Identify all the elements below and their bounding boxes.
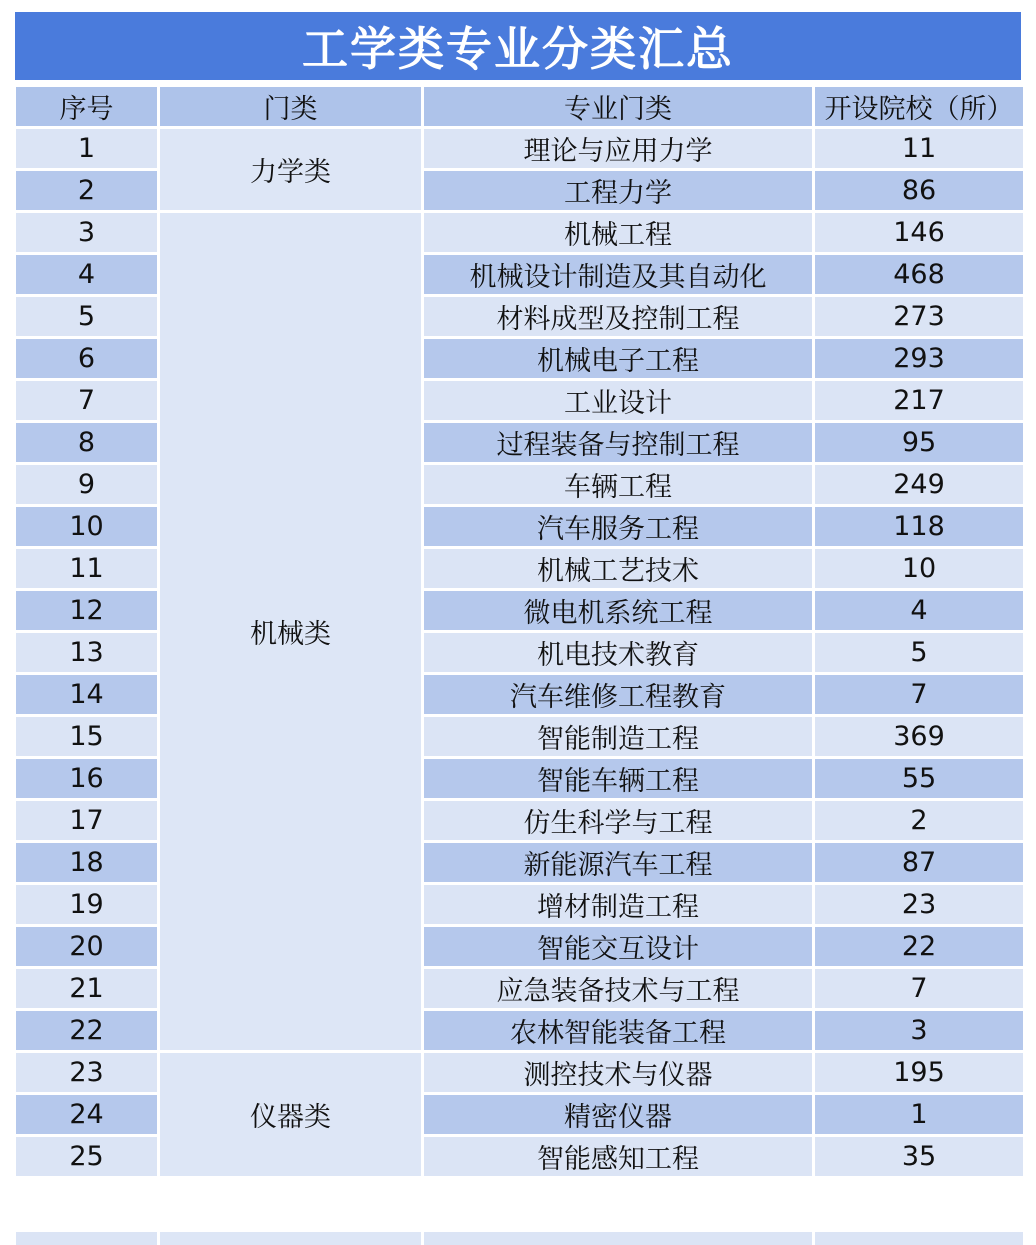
major-name: 汽车维修工程教育: [423, 674, 814, 716]
school-count: 3: [814, 1010, 1025, 1052]
school-count: 249: [814, 464, 1025, 506]
row-index: 4: [15, 254, 159, 296]
school-count: 23: [814, 884, 1025, 926]
table-body: [15, 128, 1025, 1178]
category-cell: [159, 212, 423, 1052]
school-count: 273: [814, 296, 1025, 338]
major-name: 农林智能装备工程: [423, 1010, 814, 1052]
majors-table: [13, 84, 1026, 1179]
school-count: 4: [814, 590, 1025, 632]
school-count: 7: [814, 968, 1025, 1010]
row-index: 8: [15, 422, 159, 464]
row-index: 12: [15, 590, 159, 632]
partial-cell: [13, 1232, 157, 1245]
major-name: 增材制造工程: [423, 884, 814, 926]
partial-cell: [421, 1232, 812, 1245]
major-name: 智能制造工程: [423, 716, 814, 758]
row-index: 3: [15, 212, 159, 254]
school-count: 118: [814, 506, 1025, 548]
school-count: 95: [814, 422, 1025, 464]
row-index: 2: [15, 170, 159, 212]
category-label: 仪器类: [250, 1102, 331, 1133]
school-count: 369: [814, 716, 1025, 758]
row-index: 16: [15, 758, 159, 800]
row-index: 11: [15, 548, 159, 590]
school-count: 1: [814, 1094, 1025, 1136]
row-index: 18: [15, 842, 159, 884]
major-name: 仿生科学与工程: [423, 800, 814, 842]
school-count: 87: [814, 842, 1025, 884]
title-bar: [15, 12, 1021, 80]
header-index: 序号: [15, 86, 159, 128]
school-count: 35: [814, 1136, 1025, 1178]
partial-cell: [812, 1232, 1023, 1245]
row-index: 22: [15, 1010, 159, 1052]
header-school-count: 开设院校（所）: [814, 86, 1025, 128]
partial-next-row: [13, 1232, 1023, 1245]
header-major: 专业门类: [423, 86, 814, 128]
major-name: 新能源汽车工程: [423, 842, 814, 884]
category-label: 力学类: [250, 157, 331, 188]
school-count: 22: [814, 926, 1025, 968]
row-index: 21: [15, 968, 159, 1010]
school-count: 468: [814, 254, 1025, 296]
row-index: 9: [15, 464, 159, 506]
row-index: 17: [15, 800, 159, 842]
category-cell: [159, 128, 423, 212]
category-label: 机械类: [250, 619, 331, 650]
table-row: [15, 1052, 1025, 1094]
row-index: 20: [15, 926, 159, 968]
row-index: 25: [15, 1136, 159, 1178]
table-row: [15, 128, 1025, 170]
school-count: 2: [814, 800, 1025, 842]
row-index: 13: [15, 632, 159, 674]
school-count: 10: [814, 548, 1025, 590]
major-name: 机械工程: [423, 212, 814, 254]
row-index: 24: [15, 1094, 159, 1136]
major-name: 机械设计制造及其自动化: [423, 254, 814, 296]
row-index: 10: [15, 506, 159, 548]
major-name: 精密仪器: [423, 1094, 814, 1136]
partial-cell: [157, 1232, 421, 1245]
category-cell: [159, 1052, 423, 1178]
row-index: 23: [15, 1052, 159, 1094]
school-count: 86: [814, 170, 1025, 212]
major-name: 应急装备技术与工程: [423, 968, 814, 1010]
school-count: 293: [814, 338, 1025, 380]
major-name: 车辆工程: [423, 464, 814, 506]
school-count: 55: [814, 758, 1025, 800]
row-index: 1: [15, 128, 159, 170]
school-count: 11: [814, 128, 1025, 170]
row-index: 6: [15, 338, 159, 380]
major-name: 机械电子工程: [423, 338, 814, 380]
major-name: 智能交互设计: [423, 926, 814, 968]
school-count: 146: [814, 212, 1025, 254]
major-name: 测控技术与仪器: [423, 1052, 814, 1094]
major-name: 智能车辆工程: [423, 758, 814, 800]
major-name: 机电技术教育: [423, 632, 814, 674]
row-index: 19: [15, 884, 159, 926]
major-name: 理论与应用力学: [423, 128, 814, 170]
major-name: 材料成型及控制工程: [423, 296, 814, 338]
major-name: 机械工艺技术: [423, 548, 814, 590]
row-index: 5: [15, 296, 159, 338]
major-name: 过程装备与控制工程: [423, 422, 814, 464]
school-count: 195: [814, 1052, 1025, 1094]
major-name: 微电机系统工程: [423, 590, 814, 632]
table-row: [15, 212, 1025, 254]
school-count: 217: [814, 380, 1025, 422]
page-title: 工学类专业分类汇总: [302, 22, 734, 76]
row-index: 15: [15, 716, 159, 758]
major-name: 工程力学: [423, 170, 814, 212]
school-count: 7: [814, 674, 1025, 716]
row-index: 7: [15, 380, 159, 422]
header-row: [15, 86, 1025, 128]
major-name: 工业设计: [423, 380, 814, 422]
school-count: 5: [814, 632, 1025, 674]
row-index: 14: [15, 674, 159, 716]
major-name: 汽车服务工程: [423, 506, 814, 548]
header-category: 门类: [159, 86, 423, 128]
major-name: 智能感知工程: [423, 1136, 814, 1178]
